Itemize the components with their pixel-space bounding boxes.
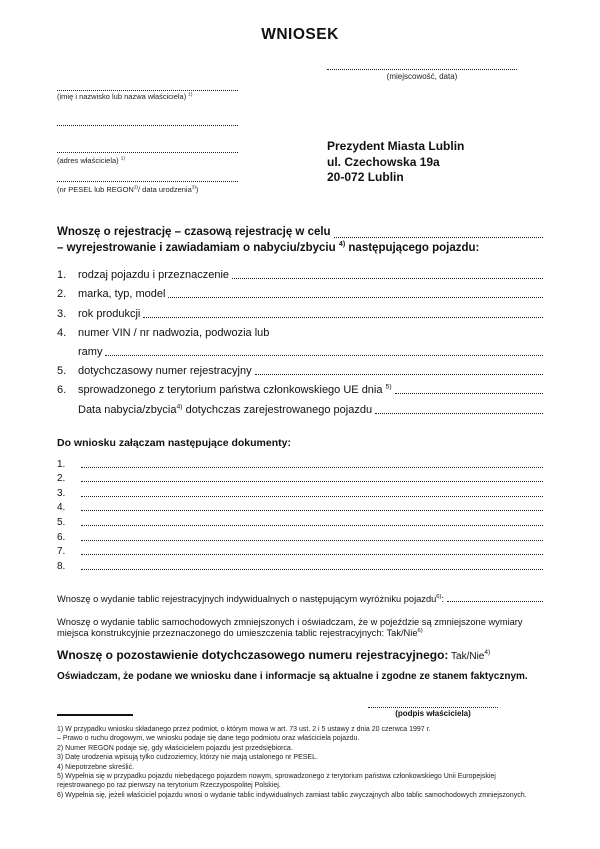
item-label: numer VIN / nr nadwozia, podwozia lub	[78, 326, 270, 339]
list-item-acquisition-date	[57, 396, 543, 415]
owner-address-caption: (adres właściciela) $^{1)}$	[57, 155, 125, 165]
keep-number-declaration: Wnoszę o pozostawienie dotychczasowego numeru rejestracyjnego: Tak/Nie$^{4)}$	[57, 648, 491, 662]
document-blank-3	[81, 496, 543, 497]
list-item-vin	[57, 320, 543, 339]
place-date-blank-line	[327, 60, 517, 70]
petition-purpose-blank	[334, 237, 543, 238]
page-title: WNIOSEK	[261, 26, 339, 43]
owner-address-blank-line	[57, 144, 238, 153]
plate-identifier-blank	[447, 601, 543, 602]
document-row-1	[57, 455, 543, 470]
document-blank-2	[81, 481, 543, 482]
owner-name-blank-line-2	[57, 117, 238, 126]
petition-line-1	[57, 224, 543, 240]
item-number: 2.	[57, 288, 67, 301]
petition-heading	[57, 224, 543, 256]
footnote-5: 5) Wypełnia się w przypadku pojazdu niebędącego pojazdem nowym, sprowadzonego z terytorium państwa członkowskiego Unii Europejskiej	[57, 773, 496, 781]
item-number: 2.	[57, 473, 66, 485]
item-label: rodzaj pojazdu i przeznaczenie	[78, 269, 230, 282]
documents-heading: Do wniosku załączam następujące dokumenty:	[57, 437, 291, 449]
item-number: 4.	[57, 326, 67, 339]
footnote-1: 1) W przypadku wniosku składanego przez podmiot, o którym mowa w art. 73 ust. 2 i 5 ustawy z dnia 20 czerwca 1997 r.	[57, 726, 431, 733]
addressee-city: 20-072 Lublin	[327, 170, 404, 184]
list-item-eu-import-date	[57, 377, 543, 396]
footnote-1-continued: – Prawo o ruchu drogowym, we wniosku podaje się dane tego podmiotu oraz właściciela pojazdu.	[57, 735, 360, 743]
attached-documents-section	[57, 437, 543, 572]
truth-declaration: Oświadczam, że podane we wniosku dane i informacje są aktualne i zgodne ze stanem faktycznym.	[57, 671, 528, 682]
reduced-plates-line-2: miejsca konstrukcyjnie przeznaczonego do umieszczenia tablic rejestracyjnych: Tak/Nie$^{6)}$	[57, 627, 423, 638]
document-blank-8	[81, 569, 543, 570]
vehicle-type-blank	[232, 278, 543, 279]
place-date-field	[327, 60, 517, 81]
item-number: 1.	[57, 269, 67, 282]
document-blank-7	[81, 554, 543, 555]
document-row-6	[57, 528, 543, 543]
item-number: 7.	[57, 546, 66, 558]
reduced-plates-declaration	[57, 617, 543, 638]
reduced-plates-line-1: Wnoszę o wydanie tablic samochodowych zmniejszonych i oświadczam, że w pojeździe są zmniejszone wymiary	[57, 617, 523, 627]
petition-line-1-text: Wnoszę o rejestrację – czasową rejestrację w celu	[57, 226, 331, 238]
individual-plates-declaration	[57, 594, 543, 604]
list-item-make-model	[57, 281, 543, 300]
individual-plates-text: Wnoszę o wydanie tablic rejestracyjnych indywidualnych o następującym wyróżniku pojazdu$^{6)}$:	[57, 593, 445, 604]
petition-line-2: – wyrejestrowanie i zawiadamiam o nabyciu/zbyciu $^{4)}$ następującego pojazdu:	[57, 240, 480, 254]
document-blank-1	[81, 467, 543, 468]
current-plate-blank	[255, 374, 543, 375]
item-label: rok produkcji	[78, 307, 141, 320]
footnote-6: 6) Wypełnia się, jeżeli właściciel pojazdu wnosi o wydanie tablic indywidualnych zamiast tablic zwyczajnych albo tablic samochodowych zmniejszonych.	[57, 791, 527, 799]
footnote-5-continued: rejestrowanego po raz pierwszy na terytorium Rzeczypospolitej Polskiej.	[57, 782, 281, 790]
owner-name-caption: (imię i nazwisko lub nazwa właściciela) $^{1)}$	[57, 91, 193, 101]
document-row-8	[57, 557, 543, 572]
vehicle-details-list	[57, 262, 543, 416]
footnote-separator-line	[57, 714, 133, 716]
place-date-caption: (miejscowość, data)	[386, 72, 458, 81]
item-number: 8.	[57, 560, 66, 572]
item-number: 5.	[57, 365, 67, 378]
eu-import-date-blank	[395, 393, 543, 394]
vin-blank	[105, 355, 543, 356]
signature-blank-line	[368, 698, 498, 708]
item-number: 4.	[57, 502, 66, 514]
list-item-vehicle-type	[57, 262, 543, 281]
owner-id-caption: (nr PESEL lub REGON$^{2)}$/ data urodzenia$^{3)}$)	[57, 184, 199, 194]
addressee-name: Prezydent Miasta Lublin	[327, 139, 465, 153]
footnote-2: 2) Numer REGON podaje się, gdy właścicielem pojazdu jest przedsiębiorca.	[57, 744, 293, 752]
addressee-street: ul. Czechowska 19a	[327, 154, 440, 169]
list-item-vin-continued	[57, 339, 543, 358]
item-number: 3.	[57, 307, 67, 320]
document-blank-4	[81, 510, 543, 511]
item-number: 3.	[57, 487, 66, 499]
production-year-blank	[143, 317, 543, 318]
list-item-production-year	[57, 300, 543, 319]
make-model-blank	[168, 297, 543, 298]
item-number: 5.	[57, 516, 66, 528]
item-label: dotychczasowy numer rejestracyjny	[78, 365, 252, 378]
document-blank-6	[81, 540, 543, 541]
item-label: marka, typ, model	[78, 288, 166, 301]
acquisition-date-blank	[375, 413, 543, 414]
owner-name-blank-line	[57, 82, 238, 91]
item-number: 6.	[57, 384, 67, 397]
item-label: ramy	[78, 345, 103, 358]
footnote-4: 4) Niepotrzebne skreślić.	[57, 763, 135, 771]
footnote-3: 3) Datę urodzenia wpisują tylko cudzoziemcy, którzy nie mają ustalonego nr PESEL.	[57, 754, 318, 762]
document-row-7	[57, 543, 543, 558]
item-label: Data nabycia/zbycia$^{4)}$ dotychczas zarejestrowanego pojazdu	[78, 402, 373, 416]
document-blank-5	[81, 525, 543, 526]
document-row-3	[57, 484, 543, 499]
item-number: 1.	[57, 458, 66, 470]
addressee-block	[327, 139, 567, 186]
list-item-current-plate	[57, 358, 543, 377]
document-row-5	[57, 513, 543, 528]
signature-caption: (podpis właściciela)	[395, 709, 471, 718]
document-row-2	[57, 470, 543, 485]
item-number: 6.	[57, 531, 66, 543]
document-row-4	[57, 499, 543, 514]
owner-id-blank-line	[57, 173, 238, 182]
footnotes-block	[57, 725, 577, 800]
item-label: sprowadzonego z terytorium państwa członkowskiego UE dnia $^{5)}$	[78, 383, 392, 397]
signature-field	[368, 698, 498, 718]
